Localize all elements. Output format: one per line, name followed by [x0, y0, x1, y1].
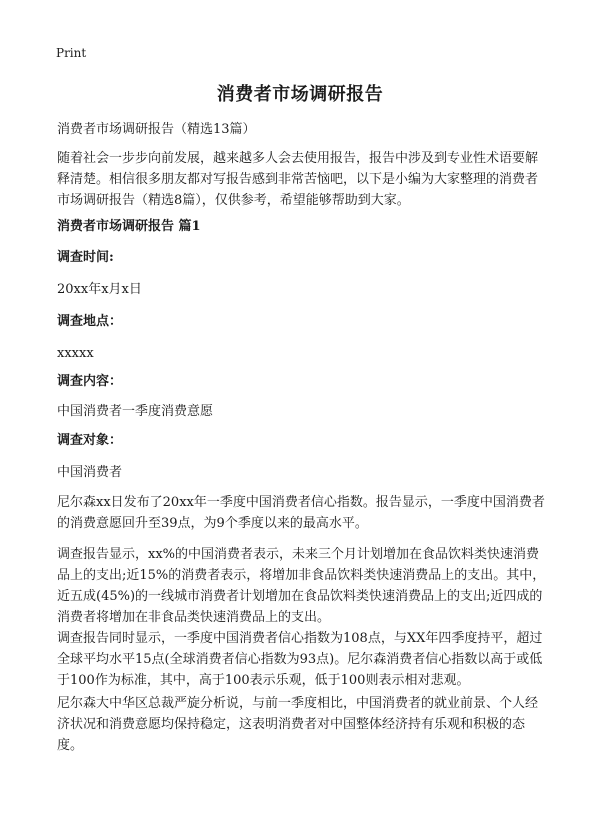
- section-heading: 消费者市场调研报告 篇1: [57, 219, 201, 234]
- paragraph-2: 调查报告显示，xx%的中国消费者表示，未来三个月计划增加在食品饮料类快速消费品上的支出;近15%的消费者表示，将增加非食品饮料类快速消费品上的支出。其中，近五成(45%)的一线城市消费者计划增加在食品饮料类快速消费品上的支出;近四成的消费者将增加在非食品类快速消费品上的支出。: [57, 547, 546, 625]
- survey-target-value: 中国消费者: [57, 465, 123, 480]
- survey-content-label: 调查内容：: [57, 374, 123, 389]
- print-link[interactable]: Print: [56, 46, 87, 60]
- document-subtitle: 消费者市场调研报告（精选13篇）: [57, 122, 256, 137]
- survey-target-label: 调查对象：: [57, 433, 123, 448]
- paragraph-3: 调查报告同时显示，一季度中国消费者信心指数为108点，与XX年四季度持平，超过全球平均水平15点(全球消费者信心指数为93点)。尼尔森消费者信心指数以高于或低于100作为标准，其中，高于100表示乐观，低于100则表示相对悲观。: [57, 631, 543, 688]
- survey-time-label: 调查时间:: [57, 250, 114, 265]
- survey-content-value: 中国消费者一季度消费意愿: [57, 404, 214, 419]
- intro-paragraph: 随着社会一步步向前发展，越来越多人会去使用报告，报告中涉及到专业性术语要解释清楚。相信很多朋友都对写报告感到非常苦恼吧，以下是小编为大家整理的消费者市场调研报告（精选8篇），仅供参考，希望能够帮助到大家。: [57, 151, 539, 208]
- survey-place-label: 调查地点：: [57, 314, 123, 329]
- survey-time-value: 20xx年x月x日: [57, 282, 142, 297]
- paragraph-1: 尼尔森xx日发布了20xx年一季度中国消费者信心指数。报告显示，一季度中国消费者的消费意愿回升至39点，为9个季度以来的最高水平。: [57, 495, 545, 531]
- page-title: 消费者市场调研报告: [216, 84, 384, 105]
- survey-place-value: xxxxx: [57, 346, 94, 361]
- paragraph-4: 尼尔森大中华区总裁严旋分析说，与前一季度相比，中国消费者的就业前景、个人经济状况和消费意愿均保持稳定，这表明消费者对中国整体经济持有乐观和积极的态度。: [57, 696, 539, 753]
